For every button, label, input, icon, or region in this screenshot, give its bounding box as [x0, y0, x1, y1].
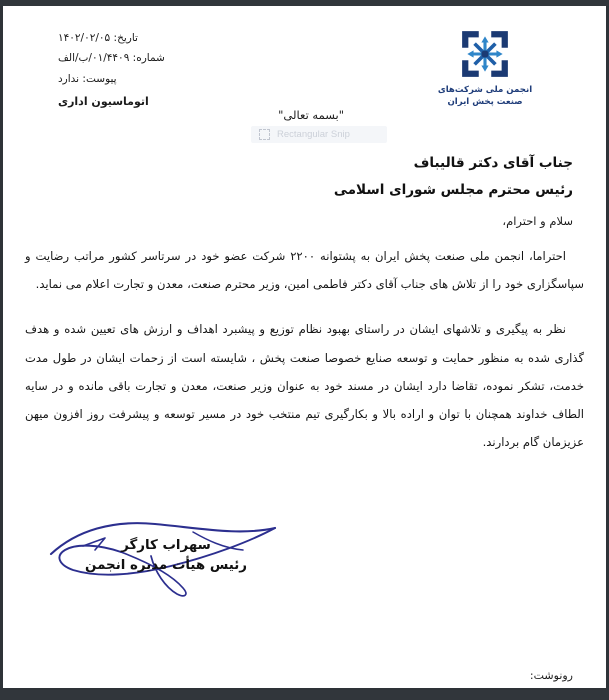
- metadata-automation-system: اتوماسیون اداری: [58, 95, 149, 109]
- addressee-name: جناب آقای دکتر قالیباف: [413, 155, 573, 171]
- addressee-block: [3, 148, 606, 204]
- rectangular-snip-overlay[interactable]: [251, 126, 387, 143]
- rectangular-snip-label: Rectangular Snip: [277, 129, 350, 140]
- addressee-title: رئیس محترم مجلس شورای اسلامی: [333, 182, 573, 199]
- basmala-text: "بسمه تعالی": [278, 108, 344, 122]
- letterhead: [3, 6, 606, 109]
- signature-block: [3, 514, 606, 619]
- organization-logo-block: [422, 28, 548, 109]
- carbon-copy-label: رونوشت:: [529, 669, 573, 682]
- logo-caption-line-1: انجمن ملی شرکت‌های: [437, 85, 533, 95]
- signature-inner: [51, 514, 281, 578]
- body-paragraph-1: احتراما، انجمن ملی صنعت پخش ایران به پشتوانه ۲۲۰۰ شرکت عضو خود در سرتاسر کشور مراتب رضایت و سپاسگزاری خود را از تلاش های جناب آقای دکتر فاطمی امین، وزیر محترم صنعت، معدن و تجارت اعلام می نماید.: [25, 249, 584, 292]
- greeting-line: سلام و احترام،: [502, 214, 573, 229]
- letter-body: [3, 228, 606, 455]
- distribution-industry-association-logo-icon: [459, 28, 511, 80]
- rectangular-snip-icon: [259, 129, 270, 140]
- basmala-area: [3, 106, 606, 148]
- viewer-bottom-bar: [0, 690, 609, 700]
- metadata-date: تاریخ: ۱۴۰۲/۰۲/۰۵: [58, 32, 138, 44]
- logo-caption-line-2: صنعت پخش ایران: [447, 97, 523, 108]
- letter-footer: [3, 669, 606, 690]
- metadata-number: شماره: ۰۱/۴۴۰۹/ب/الف: [58, 52, 165, 65]
- letter-page: [3, 6, 606, 690]
- body-paragraph-2: نظر به پیگیری و تلاشهای ایشان در راستای بهبود نظام توزیع و پیشبرد اهداف و ارزش های تعیین شده و هدف گذاری شده به منظور حمایت و توسعه صنایع خصوصا صنعت پخش ، شایسته است از زحمات ایشان در طول مدت خدمت، تشکر نموده، تقاضا دارد ایشان در مسند خود به عنوان وزیر صنعت، معدن و تجارت باقی مانده و در سایه الطاف خداوند همچنان با توان و اراده بالا و بکارگیری تیم منتخب خود در مسیر توسعه و پیشرفت روز افزون میهن عزیزمان گام بردارند.: [25, 322, 584, 449]
- metadata-attachment: پیوست: ندارد: [58, 72, 117, 85]
- signatory-title: رئیس هیأت مدیره انجمن: [85, 558, 247, 574]
- letter-metadata: [58, 28, 268, 113]
- signatory-name: سهراب کارگر: [121, 537, 211, 553]
